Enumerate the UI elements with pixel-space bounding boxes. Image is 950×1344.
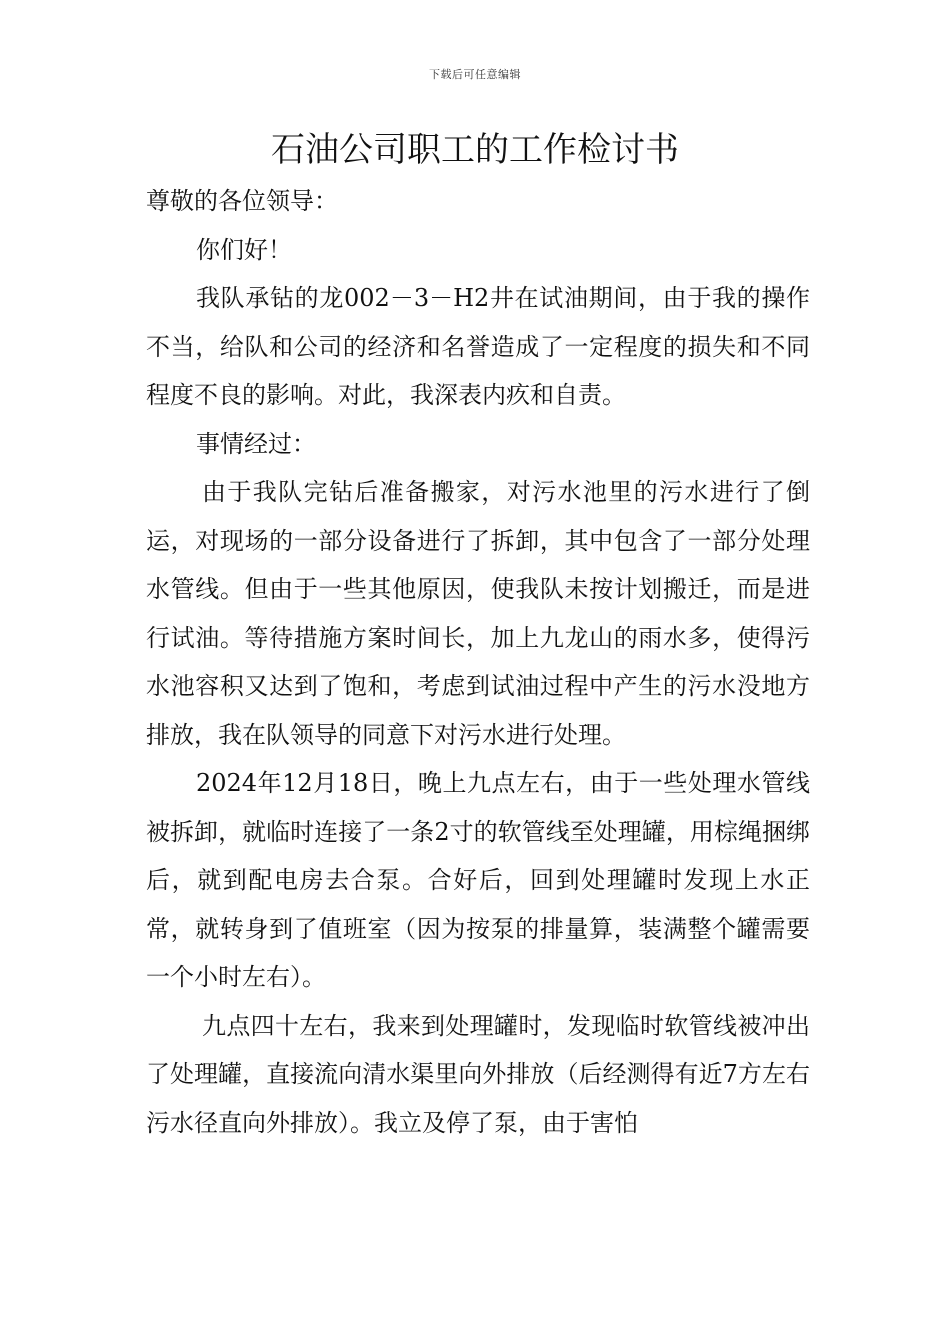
paragraph-heading-events: 事情经过： bbox=[196, 429, 316, 458]
paragraph-nine-forty: 九点四十左右，我来到处理罐时，发现临时软管线被冲出了处理罐，直接流向清水渠里向外排放（后经测得有近7方左右污水径直向外排放）。我立及停了泵，由于害怕 bbox=[146, 1011, 810, 1137]
document-title: 石油公司职工的工作检讨书 bbox=[271, 130, 679, 170]
document-body bbox=[146, 177, 810, 1147]
paragraph-incident-summary: 我队承钻的龙002－3－H2井在试油期间，由于我的操作不当，给队和公司的经济和名誉造成了一定程度的损失和不同程度不良的影响。对此，我深表内疚和自责。 bbox=[146, 284, 810, 409]
greeting: 你们好！ bbox=[196, 235, 292, 264]
header-note: 下载后可任意编辑 bbox=[429, 68, 521, 81]
paragraph-dec-18: 2024年12月18日，晚上九点左右，由于一些处理水管线被拆卸，就临时连接了一条2寸的软管线至处理罐，用棕绳捆绑后，就到配电房去合泵。合好后，回到处理罐时发现上水正常，就转身到了值班室（因为按泵的排量算，装满整个罐需要一个小时左右）。 bbox=[146, 769, 810, 991]
paragraph-background: 由于我队完钻后准备搬家，对污水池里的污水进行了倒运，对现场的一部分设备进行了拆卸，其中包含了一部分处理水管线。但由于一些其他原因，使我队未按计划搬迁，而是进行试油。等待措施方案时间长，加上九龙山的雨水多，使得污水池容积又达到了饱和，考虑到试油过程中产生的污水没地方排放，我在队领导的同意下对污水进行处理。 bbox=[146, 478, 810, 749]
salutation: 尊敬的各位领导： bbox=[146, 187, 338, 215]
